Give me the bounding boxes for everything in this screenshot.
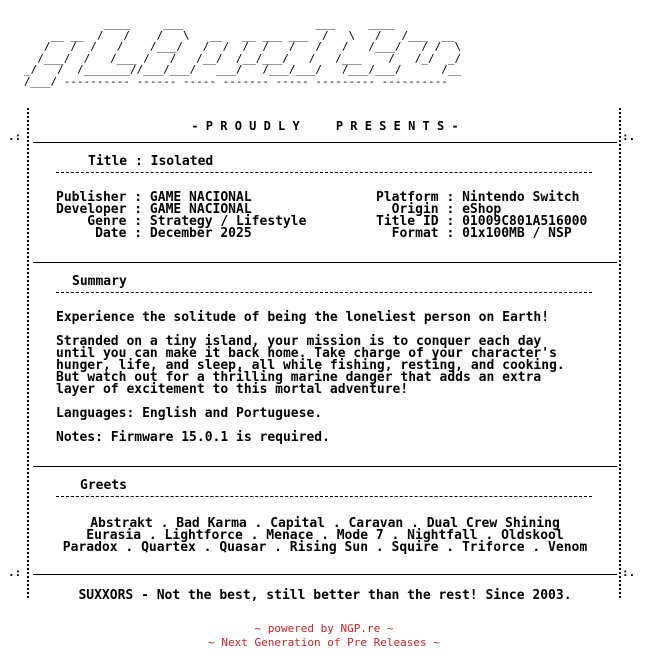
info-publisher: Publisher : GAME NACIONAL [56, 190, 252, 205]
dashed-divider [56, 292, 592, 293]
divider [33, 466, 617, 467]
right-border-dots: :. [622, 130, 636, 143]
summary-line: layer of excitement to this mortal adventure! [56, 382, 409, 397]
info-date: Date : December 2025 [56, 226, 252, 241]
ascii-art-logo: ____ ___ ___ ____ __ __ / / / \ __ __ ___ ___ / \ / /___ __ / / / / /___/ / / / / / / / /___/ / / \ /___/ / /___ / / /__/ /__/___/ / /___ / /_/ _/ _/ / /_______//___/___/ ___/ /___/___/ /___/___/ /__ /___/ ---------- ------ ----- ------- ----- --------- ---------- [24, 17, 462, 88]
divider [33, 574, 617, 575]
notes-line: Notes: Firmware 15.0.1 is required. [56, 430, 330, 445]
summary-line: Stranded on a tiny island, your mission is to conquer each day [56, 334, 542, 349]
divider [33, 262, 617, 263]
greets-line: Abstrakt . Bad Karma . Capital . Caravan . Dual Crew Shining [90, 516, 560, 531]
info-origin: Origin : eShop [376, 202, 502, 217]
summary-line: until you can make it back home. Take charge of your character's [56, 346, 557, 361]
greets-heading: Greets [80, 478, 127, 493]
footer-ngp-subtitle: ~ Next Generation of Pre Releases ~ [208, 636, 440, 649]
divider [33, 142, 617, 143]
summary-line: But watch out for a thrilling marine danger that adds an extra [56, 370, 542, 385]
left-border-dots-bottom: .: [8, 566, 22, 579]
dashed-divider [56, 496, 592, 497]
release-title: Title : Isolated [88, 154, 214, 169]
languages-line: Languages: English and Portuguese. [56, 406, 323, 421]
info-platform: Platform : Nintendo Switch [376, 190, 580, 205]
presents-banner: - P R O U D L Y P R E S E N T S - [191, 119, 459, 133]
left-border-dots: .: [8, 130, 22, 143]
info-genre: Genre : Strategy / Lifestyle [56, 214, 307, 229]
group-tagline: SUXXORS - Not the best, still better than the rest! Since 2003. [78, 588, 572, 603]
summary-line: hunger, life, and sleep, all while fishing, resting, and cooking. [56, 358, 565, 373]
greets-line: Paradox . Quartex . Quasar . Rising Sun . Squire . Triforce . Venom [62, 540, 588, 555]
info-format: Format : 01x100MB / NSP [376, 226, 572, 241]
info-developer: Developer : GAME NACIONAL [56, 202, 252, 217]
summary-heading: Summary [72, 274, 127, 289]
greets-line: Eurasia . Lightforce . Menace . Mode 7 . Nightfall . Oldskool [86, 528, 564, 543]
dashed-divider [56, 172, 592, 173]
footer-powered-by: ~ powered by NGP.re ~ [254, 622, 394, 635]
right-border-dots-bottom: :. [622, 566, 636, 579]
left-border-line [27, 108, 29, 598]
summary-lead: Experience the solitude of being the loneliest person on Earth! [56, 310, 550, 325]
info-title-id: Title ID : 01009C801A516000 [376, 214, 588, 229]
